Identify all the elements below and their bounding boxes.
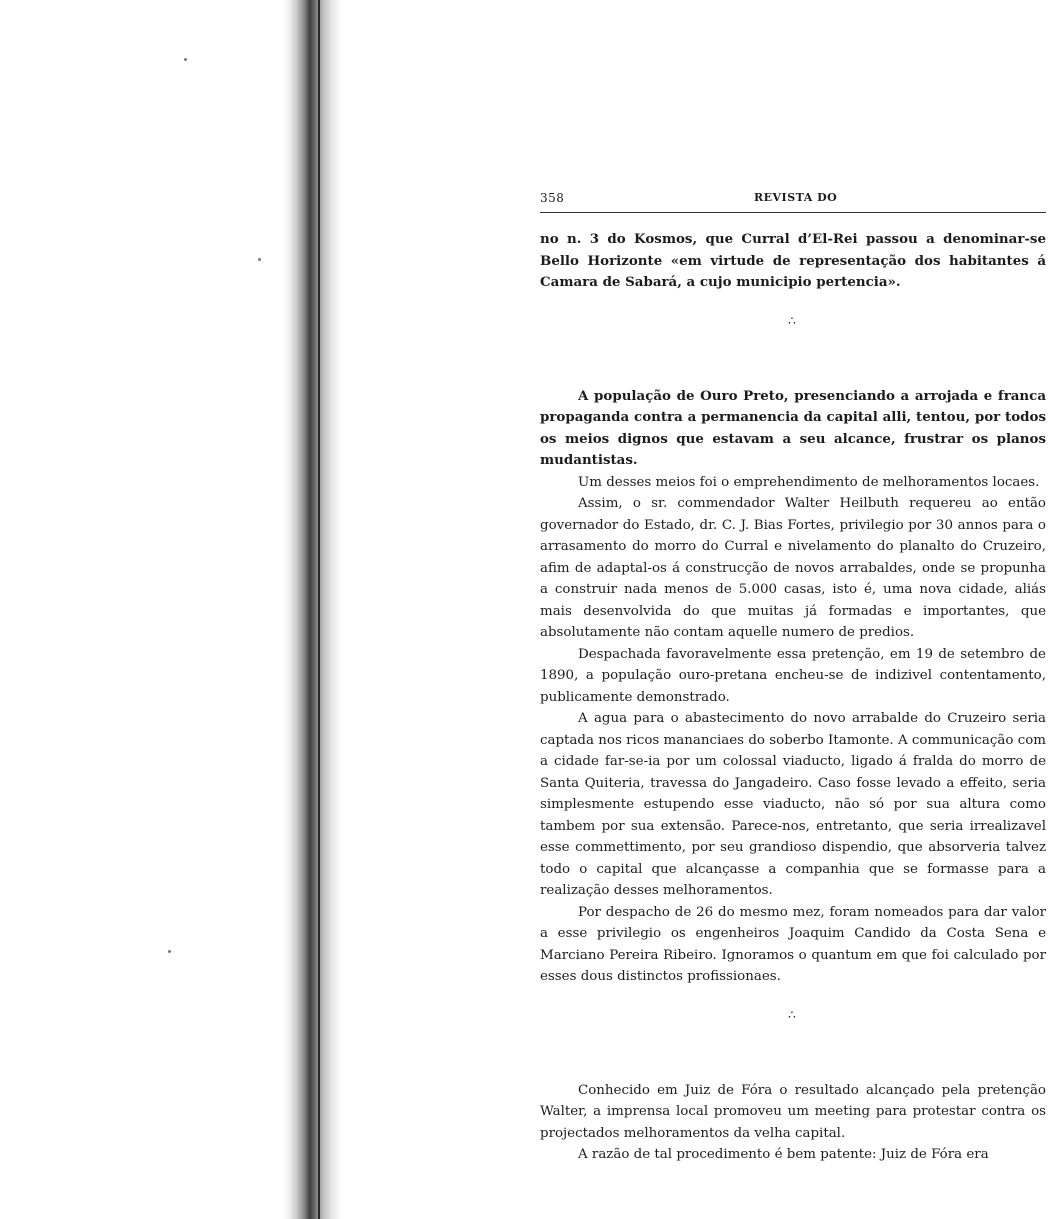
running-head: [540, 188, 1046, 210]
paragraph: no n. 3 do Kosmos, que Curral d’El-Rei passou a denominar-se Bello Horizonte «em virtude de representação dos habitantes á Camara de Sabará, a cujo municipio pertencia».: [540, 231, 1046, 290]
paragraph: Assim, o sr. commendador Walter Heilbuth requereu ao então governador do Estado, dr. C. J. Bias Fortes, privilegio por 30 annos para o arrasamento do morro do Curral e nivelamento do planalto do Cruzeiro, afim de adaptal-os á construcção de novos arrabaldes, onde se propunha a construir nada menos de 5.000 casas, isto é, uma nova cidade, aliás mais desenvolvida do que muitas já formadas e importantes, que absolutamente não contam aquelle numero de predios.: [540, 496, 1046, 640]
paragraph: Por despacho de 26 do mesmo mez, foram nomeados para dar valor a esse privilegio os engenheiros Joaquim Candido da Costa Sena e Marciano Pereira Ribeiro. Ignoramos o quantum em que foi calculado por esses dous distinctos profissionaes.: [540, 904, 1046, 984]
paragraph: Conhecido em Juiz de Fóra o resultado alcançado pela pretenção Walter, a imprensa local promoveu um meeting para protestar contra os projectados melhoramentos da velha capital.: [540, 1082, 1046, 1141]
paragraph: A razão de tal procedimento é bem patente: Juiz de Fóra era: [578, 1147, 989, 1162]
paragraph: Despachada favoravelmente essa pretenção, em 19 de setembro de 1890, a população ouro-pretana encheu-se de indizivel contentamento, publicamente demonstrado.: [540, 646, 1046, 705]
section-separator: ∴: [788, 313, 798, 328]
paragraph: Um desses meios foi o emprehendimento de melhoramentos locaes.: [578, 474, 1040, 490]
paper-speck: [258, 258, 261, 261]
gutter-line: [318, 0, 320, 1219]
header-rule: [540, 212, 1046, 213]
paper-speck: [184, 58, 187, 61]
book-page: [540, 188, 1046, 1166]
paragraph: A população de Ouro Preto, presenciando a arrojada e franca propaganda contra a permanencia da capital alli, tentou, por todos os meios dignos que estavam a seu alcance, frustrar os planos mudantistas.: [540, 387, 1046, 468]
running-title: REVISTA DO: [754, 191, 838, 204]
paper-speck: [168, 950, 171, 953]
paragraph: A agua para o abastecimento do novo arrabalde do Cruzeiro seria captada nos ricos mananciaes do soberbo Itamonte. A communicação com a cidade far-se-ia por um colossal viaducto, ligado á fralda do morro de Santa Quiteria, travessa do Jangadeiro. Caso fosse levado a effeito, seria simplesmente estupendo esse viaducto, não só por sua altura como tambem por sua extensão. Parece-nos, entretanto, que seria irrealizavel esse commettimento, por seu grandioso dispendio, que absorveria talvez todo o capital que alcançasse a companhia que se formasse para a realização desses melhoramentos.: [540, 711, 1046, 898]
section-separator: ∴: [788, 1007, 798, 1022]
page-number: 358: [540, 191, 565, 205]
book-gutter: [282, 0, 342, 1219]
